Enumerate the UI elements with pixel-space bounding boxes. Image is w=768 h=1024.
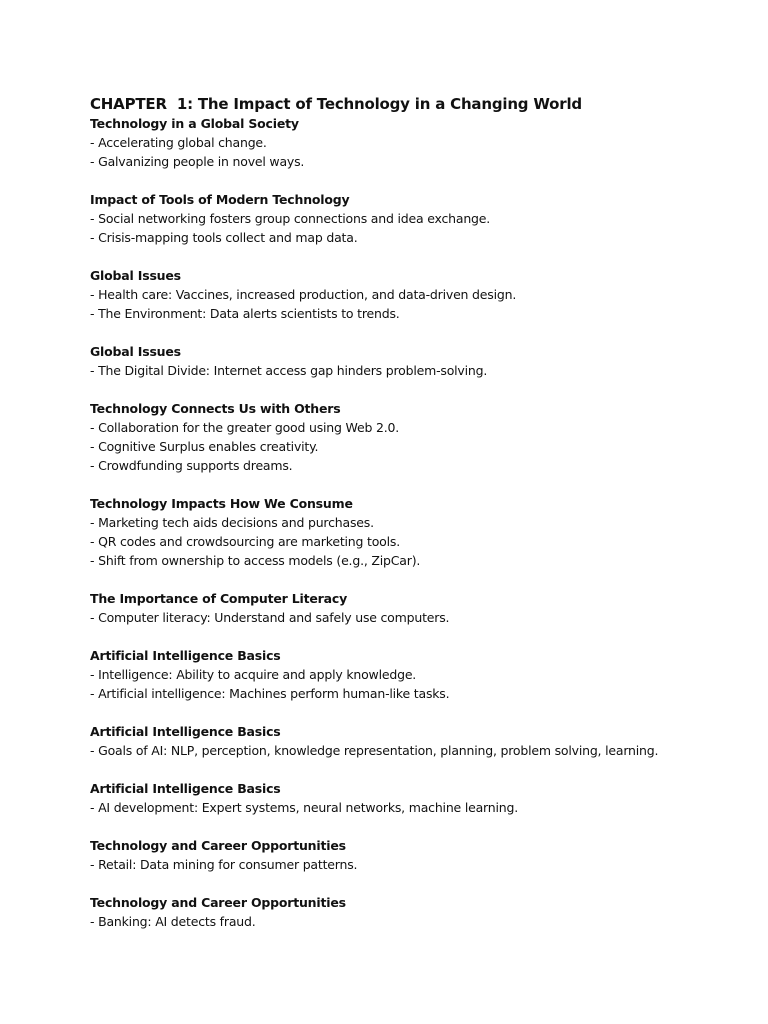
- section: [90, 114, 750, 171]
- section-heading: Artificial Intelligence Basics: [90, 781, 281, 796]
- bullet-item: - Intelligence: Ability to acquire and apply knowledge.: [90, 667, 417, 682]
- bullet-item: - Social networking fosters group connections and idea exchange.: [90, 211, 491, 226]
- bullet-item: - Marketing tech aids decisions and purchases.: [90, 515, 374, 530]
- bullet-item: - Computer literacy: Understand and safely use computers.: [90, 610, 450, 625]
- section: [90, 722, 750, 760]
- section: [90, 190, 750, 247]
- section-heading: Technology Connects Us with Others: [90, 401, 341, 416]
- bullet-item: - Cognitive Surplus enables creativity.: [90, 439, 319, 454]
- section-heading: Global Issues: [90, 344, 181, 359]
- section: [90, 266, 750, 323]
- section-heading: Technology in a Global Society: [90, 116, 299, 131]
- bullet-item: - Shift from ownership to access models (e.g., ZipCar).: [90, 553, 421, 568]
- section-heading: Global Issues: [90, 268, 181, 283]
- section-heading: Artificial Intelligence Basics: [90, 724, 281, 739]
- bullet-item: - The Environment: Data alerts scientists to trends.: [90, 306, 400, 321]
- section: [90, 836, 750, 874]
- bullet-item: - Galvanizing people in novel ways.: [90, 154, 305, 169]
- section: [90, 779, 750, 817]
- bullet-item: - Crisis-mapping tools collect and map data.: [90, 230, 358, 245]
- section: [90, 589, 750, 627]
- section-heading: Technology and Career Opportunities: [90, 838, 346, 853]
- section-heading: The Importance of Computer Literacy: [90, 591, 348, 606]
- bullet-item: - QR codes and crowdsourcing are marketing tools.: [90, 534, 400, 549]
- chapter-title: CHAPTER 1: The Impact of Technology in a Changing World: [90, 95, 582, 113]
- section-heading: Technology Impacts How We Consume: [90, 496, 353, 511]
- bullet-item: - Banking: AI detects fraud.: [90, 914, 256, 929]
- section-heading: Impact of Tools of Modern Technology: [90, 192, 350, 207]
- section: [90, 342, 750, 380]
- bullet-item: - The Digital Divide: Internet access gap hinders problem-solving.: [90, 363, 488, 378]
- bullet-item: - Goals of AI: NLP, perception, knowledge representation, planning, problem solving, learning.: [90, 743, 659, 758]
- bullet-item: - Collaboration for the greater good using Web 2.0.: [90, 420, 400, 435]
- section-heading: Artificial Intelligence Basics: [90, 648, 281, 663]
- section: [90, 494, 750, 570]
- section: [90, 646, 750, 703]
- bullet-item: - Crowdfunding supports dreams.: [90, 458, 293, 473]
- section-heading: Technology and Career Opportunities: [90, 895, 346, 910]
- section: [90, 893, 750, 931]
- sections-container: [90, 114, 750, 931]
- bullet-item: - Health care: Vaccines, increased production, and data-driven design.: [90, 287, 517, 302]
- document-page: [90, 94, 750, 950]
- bullet-item: - Artificial intelligence: Machines perform human-like tasks.: [90, 686, 450, 701]
- bullet-item: - AI development: Expert systems, neural networks, machine learning.: [90, 800, 518, 815]
- bullet-item: - Retail: Data mining for consumer patterns.: [90, 857, 358, 872]
- section: [90, 399, 750, 475]
- bullet-item: - Accelerating global change.: [90, 135, 267, 150]
